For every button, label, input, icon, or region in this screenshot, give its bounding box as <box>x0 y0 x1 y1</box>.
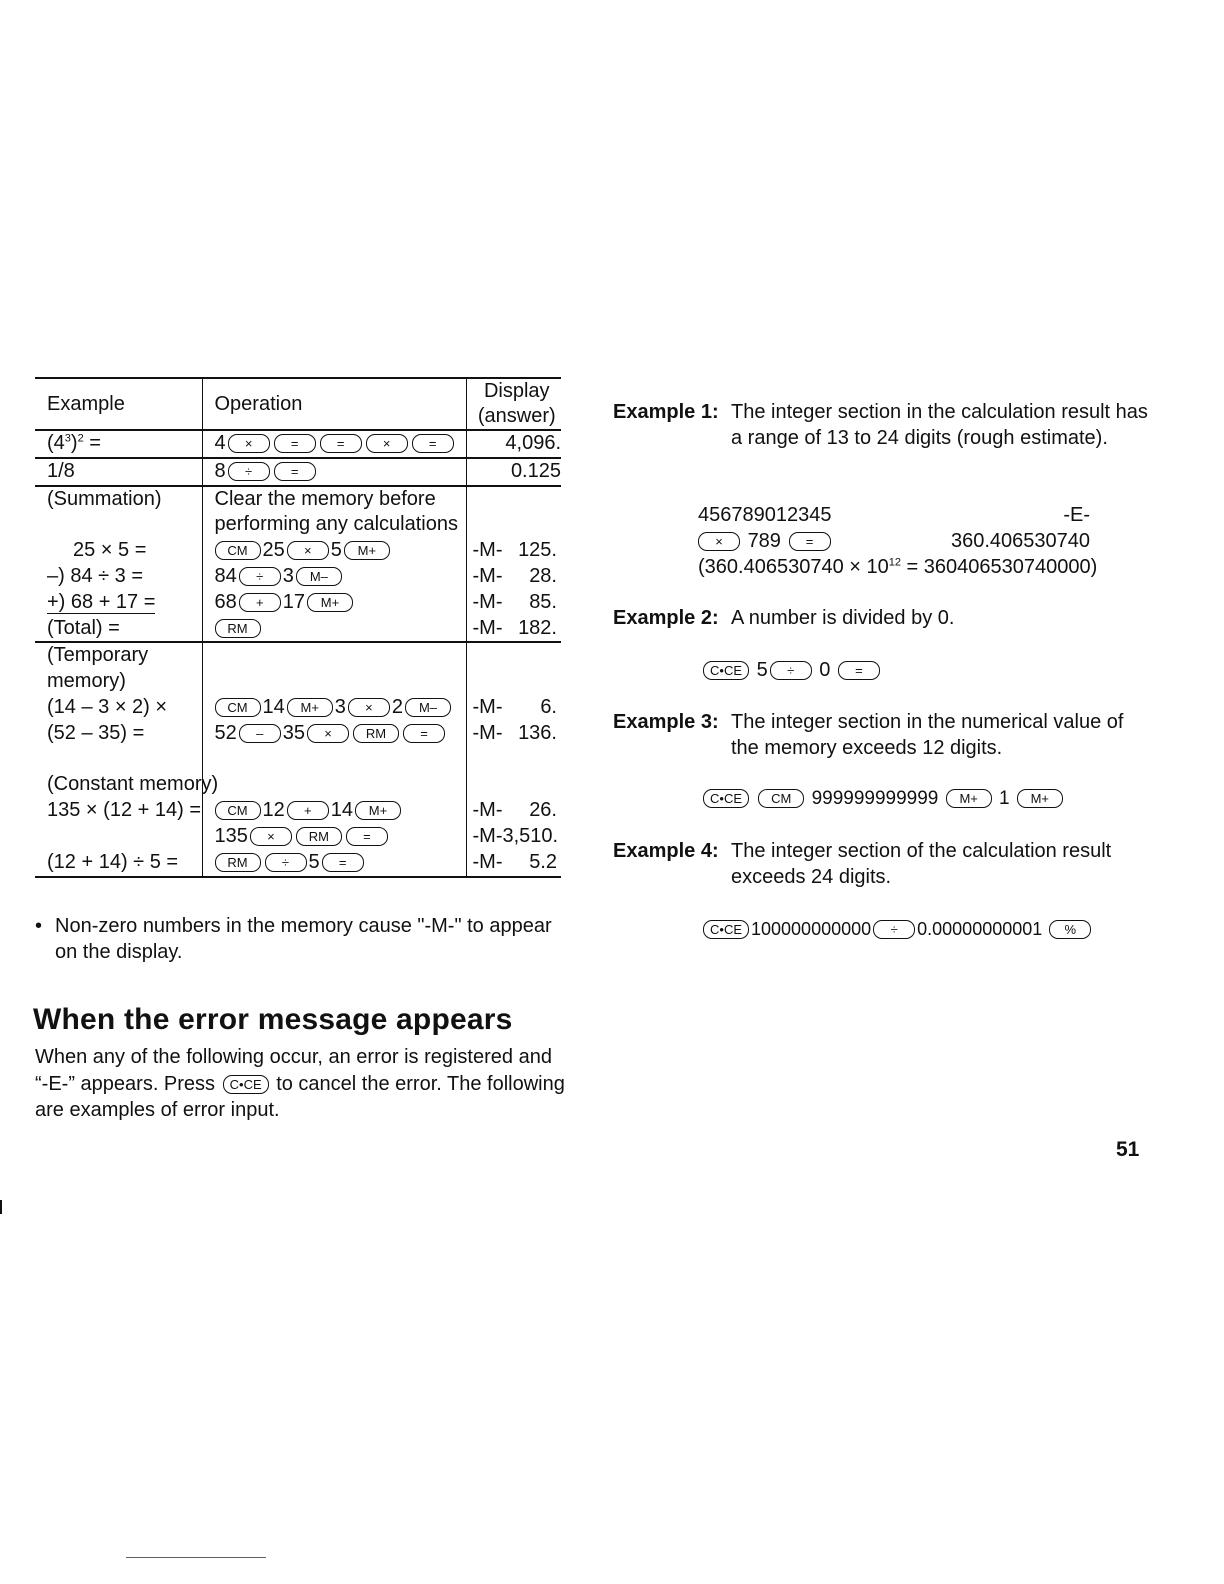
note-text: Non-zero numbers in the memory cause "-M-" to appear on the display. <box>55 915 552 963</box>
example-description: The integer section in the numerical value of the memory exceeds 12 digits. <box>731 711 1124 759</box>
table-row-summation <box>35 486 561 643</box>
display-cell: 4,096. <box>466 430 561 458</box>
error-paragraph: When any of the following occur, an error is registered and “-E-” appears. Press C•CE to cancel the error. The following are examples of error input. <box>35 1046 565 1121</box>
table-row <box>35 430 561 458</box>
key-c-ce: C•CE <box>703 789 749 808</box>
key-equals: = <box>838 661 880 680</box>
key-plus: + <box>287 801 329 820</box>
example-2-sequence: C•CE 5 ÷ 0 = <box>703 657 882 683</box>
key-times: × <box>250 827 292 846</box>
example-4-sequence: C•CE 100000000000 ÷ 0.00000000001 % <box>703 916 1093 942</box>
key-rm: RM <box>215 853 261 872</box>
edge-mark <box>0 1200 2 1214</box>
display-cell: 0.125 <box>466 458 561 486</box>
key-rm: RM <box>215 619 261 638</box>
example-2 <box>613 605 1153 631</box>
key-c-ce: C•CE <box>703 661 749 680</box>
key-equals: = <box>346 827 388 846</box>
key-times: × <box>698 532 740 551</box>
key-times: × <box>287 541 329 560</box>
key-m-plus: M+ <box>1017 789 1063 808</box>
section-heading: When the error message appears <box>33 1003 513 1036</box>
key-percent: % <box>1049 920 1091 939</box>
table-row-memory <box>35 642 561 876</box>
key-equals: = <box>789 532 831 551</box>
key-m-plus: M+ <box>307 593 353 612</box>
key-rm: RM <box>296 827 342 846</box>
key-divide: ÷ <box>228 462 270 481</box>
key-c-ce: C•CE <box>223 1075 269 1094</box>
operation-cell: Clear the memory before performing any calculations CM 25 × 5 M+ 84 ÷ 3 M– 68 + 17 M+ RM <box>202 486 466 643</box>
key-equals: = <box>274 434 316 453</box>
operation-cell: 4 × = = × = <box>202 430 466 458</box>
key-cm: CM <box>215 698 261 717</box>
key-m-plus: M+ <box>344 541 390 560</box>
display-cell: -M- 125. -M- 28. -M- 85. -M- 182. <box>466 486 561 643</box>
example-3 <box>613 709 1153 761</box>
key-cm: CM <box>758 789 804 808</box>
example-description: The integer section in the calculation result has a range of 13 to 24 digits (rough estimate). <box>731 401 1148 449</box>
key-times: × <box>307 724 349 743</box>
key-cm: CM <box>215 801 261 820</box>
header-example: Example <box>35 378 202 430</box>
example-cell: 1/8 <box>35 458 202 486</box>
key-times: × <box>366 434 408 453</box>
memory-note <box>35 913 555 965</box>
key-times: × <box>228 434 270 453</box>
key-minus: – <box>239 724 281 743</box>
key-divide: ÷ <box>873 920 915 939</box>
page-number: 51 <box>1116 1138 1140 1161</box>
operation-cell: CM 14 M+ 3 × 2 M– 52 – 35 × RM = CM 12 + 14 M+ 135 × RM = RM ÷ 5 = <box>202 642 466 876</box>
example-cell: $(4^3)^2$ = <box>35 430 202 458</box>
key-equals: = <box>320 434 362 453</box>
bullet: • <box>35 915 43 937</box>
operation-cell: 8 ÷ = <box>202 458 466 486</box>
header-operation: Operation <box>202 378 466 430</box>
header-display: Display (answer) <box>466 378 561 430</box>
example-description: The integer section of the calculation result exceeds 24 digits. <box>731 840 1112 888</box>
key-m-plus: M+ <box>946 789 992 808</box>
example-label: Example 3: <box>613 711 719 733</box>
calculation-table <box>35 377 561 878</box>
example-label: Example 1: <box>613 401 719 423</box>
key-c-ce: C•CE <box>703 920 749 939</box>
key-times: × <box>348 698 390 717</box>
key-rm: RM <box>353 724 399 743</box>
key-m-plus: M+ <box>287 698 333 717</box>
table-header-row <box>35 378 561 430</box>
example-cell: (Summation) 25 × 5 = –) 84 ÷ 3 = +) 68 + 17 = (Total) = <box>35 486 202 643</box>
table-row <box>35 458 561 486</box>
example-label: Example 2: <box>613 607 719 629</box>
key-m-plus: M+ <box>355 801 401 820</box>
example-1 <box>613 399 1153 451</box>
key-plus: + <box>239 593 281 612</box>
example-label: Example 4: <box>613 840 719 862</box>
key-equals: = <box>412 434 454 453</box>
example-description: A number is divided by 0. <box>731 607 955 629</box>
key-m-minus: M– <box>296 567 342 586</box>
bottom-rule <box>126 1557 266 1558</box>
display-cell: -M- 6. -M- 136. -M- 26. -M- 3,510. -M- 5.2 <box>466 642 561 876</box>
key-equals: = <box>322 853 364 872</box>
key-divide: ÷ <box>770 661 812 680</box>
key-divide: ÷ <box>265 853 307 872</box>
example-4 <box>613 838 1153 890</box>
key-equals: = <box>403 724 445 743</box>
key-m-minus: M– <box>405 698 451 717</box>
example-cell: (Temporary memory) (14 – 3 × 2) × (52 – 35) = (Constant memory) 135 × (12 + 14) = (12 + 14) ÷ 5 = <box>35 642 202 876</box>
example-1-sequence: 456789012345 -E- × 789 = 360.406530740 $(360.406530740 \times 10^{12} = 360406530740000)$ <box>698 504 1098 578</box>
key-cm: CM <box>215 541 261 560</box>
key-equals: = <box>274 462 316 481</box>
example-3-sequence: C•CE CM 999999999999 M+ 1 M+ <box>703 786 1065 812</box>
key-divide: ÷ <box>239 567 281 586</box>
